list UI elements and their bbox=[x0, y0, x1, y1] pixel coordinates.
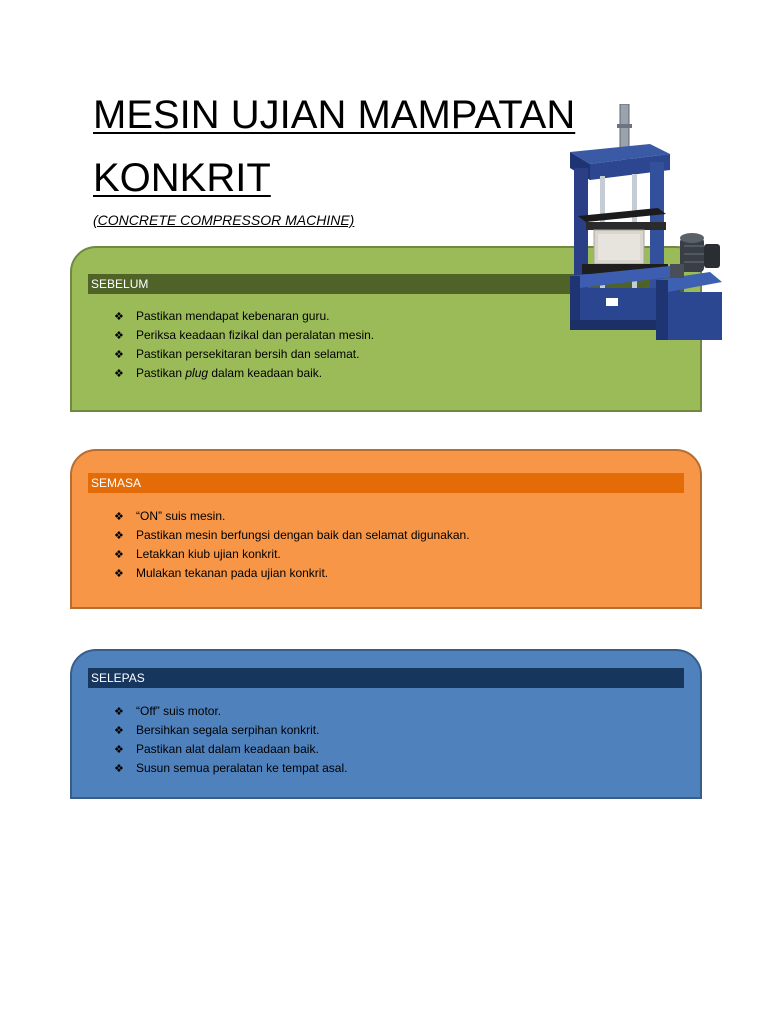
compressor-machine-icon bbox=[560, 104, 728, 348]
list-item bbox=[114, 564, 470, 583]
list-item bbox=[114, 702, 347, 721]
diamond-bullet-icon: ❖ bbox=[114, 311, 124, 323]
section-list-selepas bbox=[114, 702, 347, 778]
section-list-sebelum bbox=[114, 307, 374, 383]
diamond-bullet-icon: ❖ bbox=[114, 763, 124, 775]
section-heading-selepas: SELEPAS bbox=[88, 668, 684, 688]
diamond-bullet-icon: ❖ bbox=[114, 744, 124, 756]
diamond-bullet-icon: ❖ bbox=[114, 549, 124, 561]
list-item-text: Pastikan alat dalam keadaan baik. bbox=[136, 742, 319, 756]
diamond-bullet-icon: ❖ bbox=[114, 530, 124, 542]
diamond-bullet-icon: ❖ bbox=[114, 349, 124, 361]
list-item-text-italic: plug bbox=[185, 366, 209, 380]
list-item bbox=[114, 721, 347, 740]
list-item-text: “Off” suis motor. bbox=[136, 704, 222, 718]
list-item bbox=[114, 326, 374, 345]
list-item-text: “ON” suis mesin. bbox=[136, 509, 226, 523]
page-subtitle: (CONCRETE COMPRESSOR MACHINE) bbox=[93, 212, 355, 228]
section-semasa bbox=[70, 449, 702, 609]
list-item-text-after: dalam keadaan baik. bbox=[208, 366, 323, 380]
list-item bbox=[114, 364, 374, 383]
list-item bbox=[114, 545, 470, 564]
list-item bbox=[114, 740, 347, 759]
diamond-bullet-icon: ❖ bbox=[114, 511, 124, 523]
diamond-bullet-icon: ❖ bbox=[114, 368, 124, 380]
section-selepas bbox=[70, 649, 702, 799]
list-item bbox=[114, 507, 470, 526]
diamond-bullet-icon: ❖ bbox=[114, 706, 124, 718]
list-item-text: Susun semua peralatan ke tempat asal. bbox=[136, 761, 348, 775]
diamond-bullet-icon: ❖ bbox=[114, 330, 124, 342]
list-item-text-before: Pastikan bbox=[136, 366, 186, 380]
list-item-text: Periksa keadaan fizikal dan peralatan mesin. bbox=[136, 328, 375, 342]
list-item-text: Bersihkan segala serpihan konkrit. bbox=[136, 723, 320, 737]
diamond-bullet-icon: ❖ bbox=[114, 568, 124, 580]
diamond-bullet-icon: ❖ bbox=[114, 725, 124, 737]
list-item-text: Mulakan tekanan pada ujian konkrit. bbox=[136, 566, 329, 580]
section-list-semasa bbox=[114, 507, 470, 583]
list-item-text: Pastikan mendapat kebenaran guru. bbox=[136, 309, 330, 323]
section-heading-semasa: SEMASA bbox=[88, 473, 684, 493]
page-title-line-2: KONKRIT bbox=[93, 156, 271, 200]
list-item bbox=[114, 345, 374, 364]
list-item bbox=[114, 526, 470, 545]
page-title-line-1: MESIN UJIAN MAMPATAN bbox=[93, 93, 576, 137]
list-item bbox=[114, 759, 347, 778]
list-item-text: Pastikan mesin berfungsi dengan baik dan selamat digunakan. bbox=[136, 528, 470, 542]
section-heading-sebelum: SEBELUM bbox=[88, 274, 684, 294]
list-item bbox=[114, 307, 374, 326]
list-item-text: Pastikan persekitaran bersih dan selamat. bbox=[136, 347, 360, 361]
list-item-text: Letakkan kiub ujian konkrit. bbox=[136, 547, 281, 561]
